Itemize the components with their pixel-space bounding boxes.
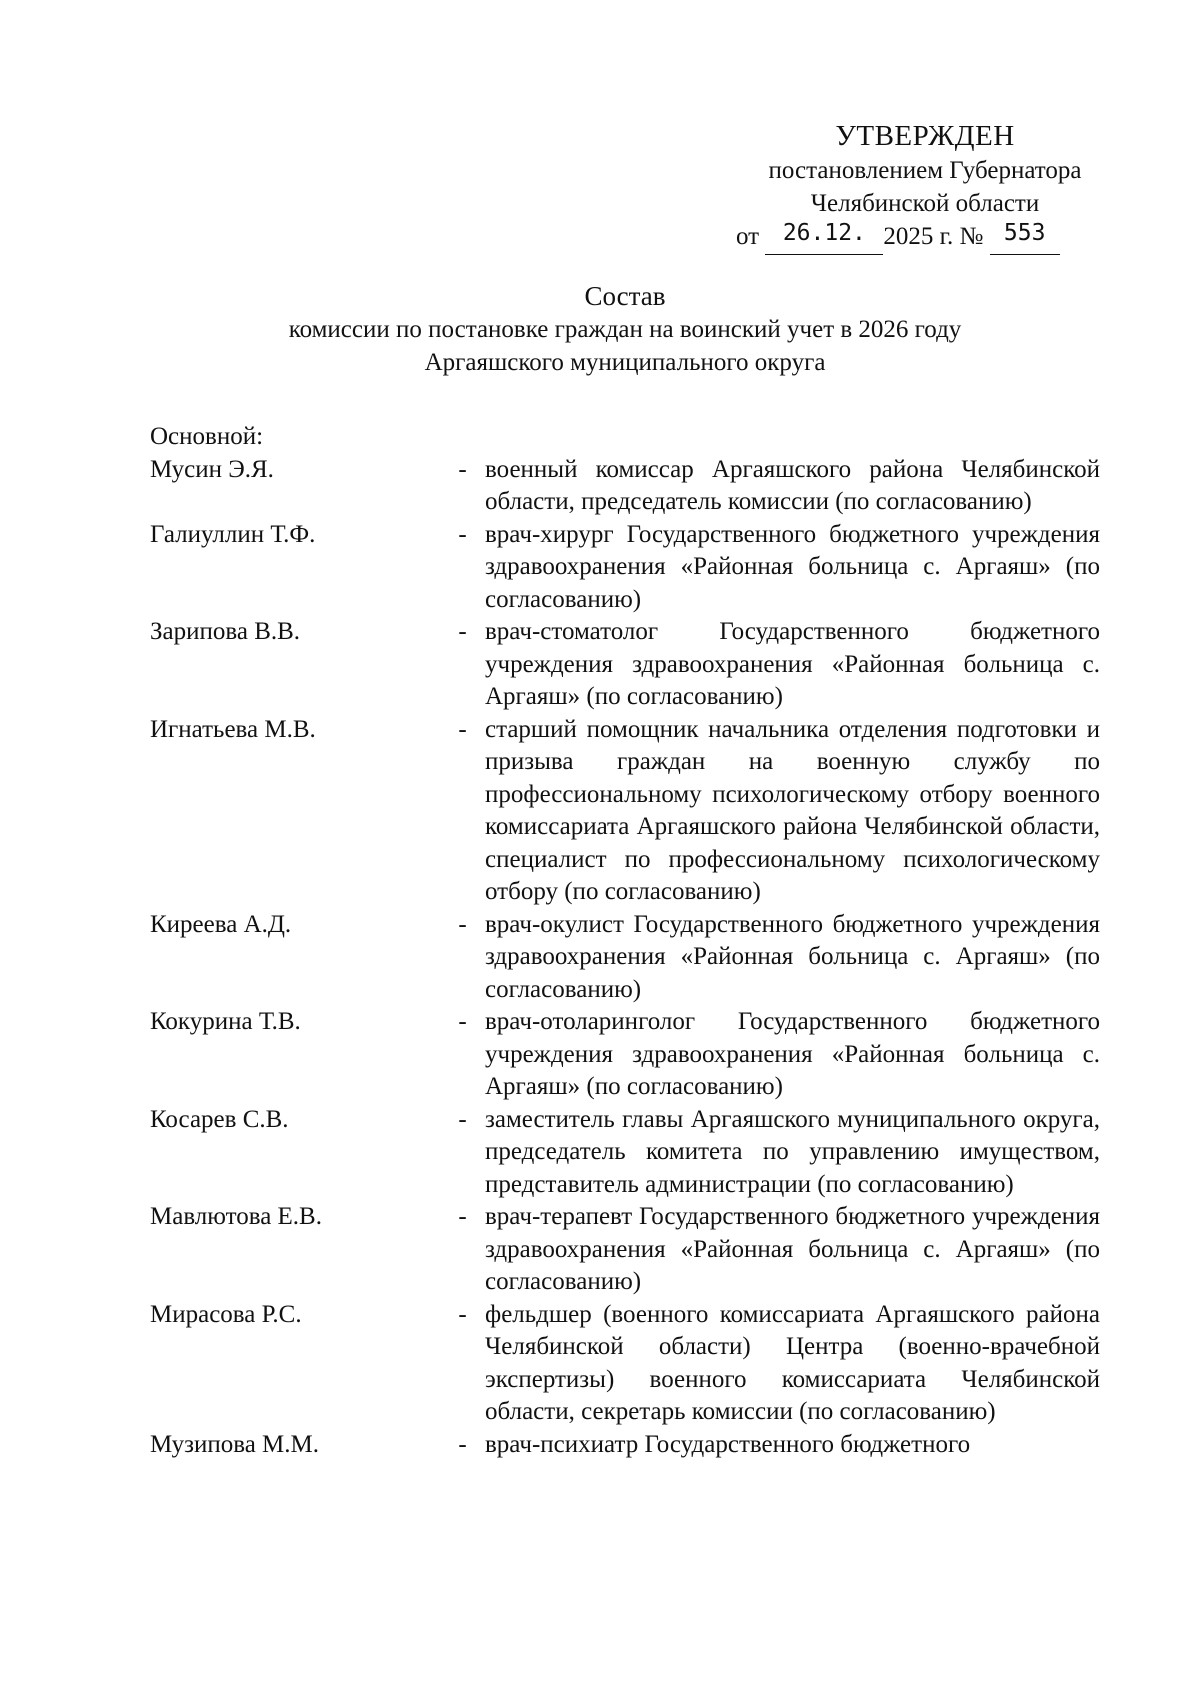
members-list bbox=[150, 421, 1110, 1461]
member-dash: - bbox=[458, 1105, 467, 1133]
member-dash: - bbox=[458, 520, 467, 548]
member-dash: - bbox=[458, 910, 467, 938]
member-dash: - bbox=[458, 1430, 467, 1458]
document-subtitle-2: Аргаяшского муниципального округа bbox=[424, 349, 826, 376]
member-row bbox=[150, 909, 1110, 1007]
approval-stamp bbox=[730, 118, 1120, 255]
number-field bbox=[990, 220, 1060, 255]
member-name: Мирасова Р.С. bbox=[150, 1300, 302, 1328]
document-heading bbox=[140, 280, 1110, 379]
member-name: Игнатьева М.В. bbox=[150, 715, 316, 743]
member-row bbox=[150, 1104, 1110, 1202]
member-row bbox=[150, 519, 1110, 617]
approved-heading: УТВЕРЖДЕН bbox=[835, 120, 1015, 152]
member-role: врач-хирург Государственного бюджетного учреждения здравоохранения «Районная больница с. Аргаяш» (по согласованию) bbox=[485, 520, 1100, 613]
member-name: Галиуллин Т.Ф. bbox=[150, 520, 316, 548]
date-prefix: от bbox=[736, 223, 760, 250]
member-dash: - bbox=[458, 1203, 467, 1230]
section-label: Основной: bbox=[150, 423, 264, 450]
member-row bbox=[150, 714, 1110, 909]
year-text: 2025 г. № bbox=[883, 223, 984, 250]
member-role: заместитель главы Аргаяшского муниципального округа, председатель комитета по управлению имуществом, представитель администрации (по согласованию) bbox=[485, 1105, 1100, 1198]
member-name: Мусин Э.Я. bbox=[150, 455, 274, 483]
member-dash: - bbox=[458, 715, 467, 743]
member-dash: - bbox=[458, 618, 467, 645]
member-row bbox=[150, 1429, 1110, 1462]
member-name: Косарев С.В. bbox=[150, 1105, 289, 1133]
member-name: Музипова М.М. bbox=[150, 1430, 320, 1458]
member-role: врач-терапевт Государственного бюджетного учреждения здравоохранения «Районная больница с. Аргаяш» (по согласованию) bbox=[485, 1203, 1100, 1295]
member-row bbox=[150, 1299, 1110, 1429]
member-dash: - bbox=[458, 1300, 467, 1328]
member-row bbox=[150, 616, 1110, 714]
approval-line-1: постановлением Губернатора bbox=[768, 157, 1082, 184]
member-role: врач-отоларинголог Государственного бюджетного учреждения здравоохранения «Районная больница с. Аргаяш» (по согласованию) bbox=[485, 1008, 1100, 1100]
approval-line-2: Челябинской области bbox=[810, 190, 1040, 217]
member-name: Мавлютова Е.В. bbox=[150, 1203, 322, 1230]
number-value: 553 bbox=[1003, 220, 1046, 246]
member-role: врач-психиатр Государственного бюджетного bbox=[485, 1430, 971, 1458]
member-row bbox=[150, 1006, 1110, 1104]
document-subtitle-1: комиссии по постановке граждан на воинский учет в 2026 году bbox=[288, 316, 962, 343]
document-title: Состав bbox=[584, 281, 666, 311]
member-role: фельдшер (военного комиссариата Аргаяшского района Челябинской области) Центра (военно-врачебной экспертизы) военного комиссариата Челябинской области, секретарь комиссии (по согласованию) bbox=[485, 1300, 1100, 1425]
date-field bbox=[765, 220, 883, 255]
member-dash: - bbox=[458, 1008, 467, 1035]
member-role: старший помощник начальника отделения подготовки и призыва граждан на военную службу по профессиональному психологическому отбору военного комиссариата Аргаяшского района Челябинской области, специалист по профессиональному психологическому отбору (по согласованию) bbox=[485, 715, 1100, 905]
member-row bbox=[150, 454, 1110, 519]
member-name: Киреева А.Д. bbox=[150, 910, 292, 938]
member-name: Зарипова В.В. bbox=[150, 618, 301, 645]
member-role: врач-окулист Государственного бюджетного учреждения здравоохранения «Районная больница с. Аргаяш» (по согласованию) bbox=[485, 910, 1100, 1003]
member-name: Кокурина Т.В. bbox=[150, 1008, 301, 1035]
member-role: врач-стоматолог Государственного бюджетного учреждения здравоохранения «Районная больница с. Аргаяш» (по согласованию) bbox=[485, 618, 1100, 710]
date-value: 26.12. bbox=[782, 220, 866, 246]
member-role: военный комиссар Аргаяшского района Челябинской области, председатель комиссии (по согласованию) bbox=[485, 455, 1100, 515]
members-container bbox=[150, 454, 1110, 1462]
approval-date-line bbox=[730, 220, 1120, 255]
member-row bbox=[150, 1201, 1110, 1299]
member-dash: - bbox=[458, 455, 467, 483]
